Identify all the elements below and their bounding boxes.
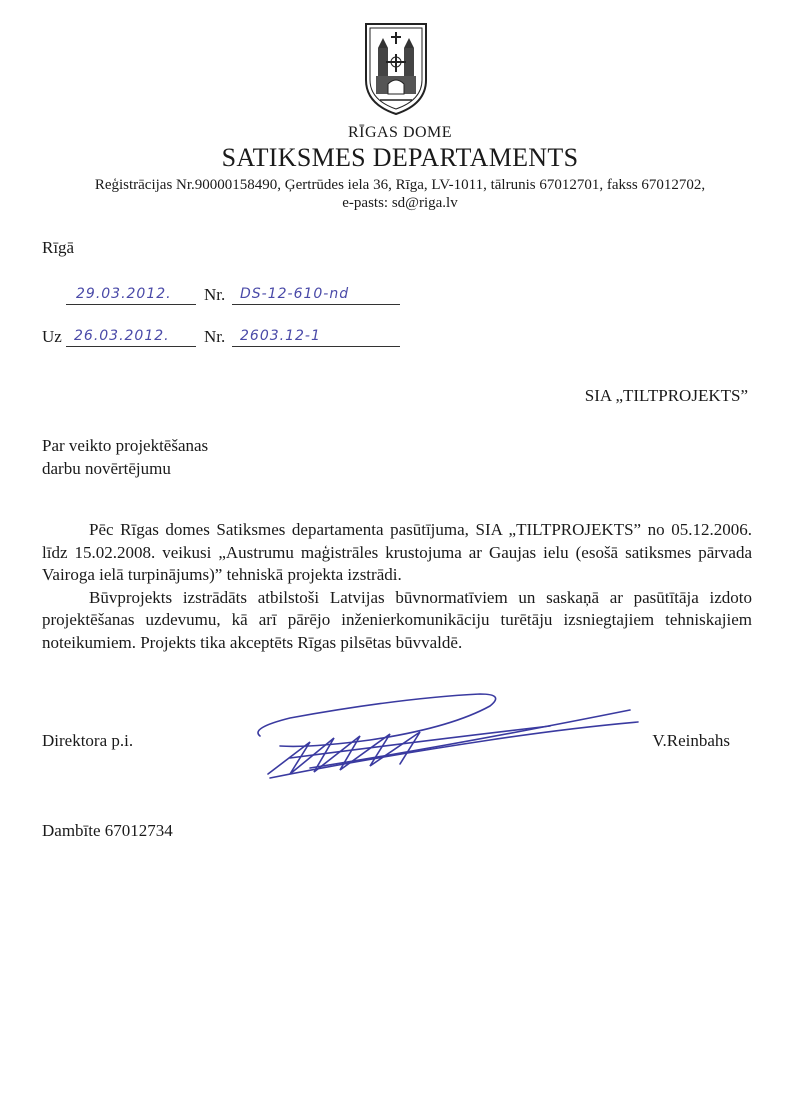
- uz-nr-line: [232, 346, 400, 347]
- uz-label: Uz: [42, 327, 62, 346]
- uz-number: 2603.12-1: [240, 328, 321, 344]
- uz-date: 26.03.2012.: [74, 328, 170, 344]
- place-of-issue: Rīgā: [42, 238, 75, 257]
- body-paragraph: Pēc Rīgas domes Satiksmes departamenta pasūtījuma, SIA „TILTPROJEKTS” no 05.12.2006. līdz 15.02.2008. veikusi „Austrumu maģistrāles krustojuma ar Gaujas ielu (esošā satiksmes pārvada Vairoga ielā turpinājums)” tehniskā projekta izstrādi.: [42, 520, 752, 585]
- riga-coat-of-arms-icon: [358, 18, 434, 118]
- organization-parent: RĪGAS DOME: [347, 124, 453, 141]
- letter-date: 29.03.2012.: [76, 286, 172, 302]
- date-line: [66, 304, 196, 305]
- uz-date-line: [66, 346, 196, 347]
- recipient: SIA „TILTPROJEKTS”: [584, 386, 748, 405]
- signer-name: V.Reinbahs: [652, 731, 730, 750]
- contact-person: Dambīte 67012734: [42, 821, 173, 840]
- letter-body: [42, 519, 752, 655]
- signer-title: Direktora p.i.: [42, 731, 134, 750]
- nr-label: Nr.: [204, 285, 226, 304]
- organization-address: Reģistrācijas Nr.90000158490, Ģertrūdes iela 36, Rīga, LV-1011, tālrunis 67012701, fakss 67012702,: [94, 177, 706, 193]
- subject-line: Par veikto projektēšanas: [42, 436, 209, 455]
- subject: [42, 434, 208, 480]
- nr-line: [232, 304, 400, 305]
- organization-email: e-pasts: sd@riga.lv: [342, 195, 458, 211]
- uz-nr-label: Nr.: [204, 327, 226, 346]
- subject-line: darbu novērtējumu: [42, 459, 171, 478]
- body-paragraph: Būvprojekts izstrādāts atbilstoši Latvijas būvnormatīviem un saskaņā ar pasūtītāja izdoto projektēšanas uzdevumu, kā arī pārējo inženierkomunikāciju turētāju izsniegtajiem tehniskajiem noteikumiem. Projekts tika akceptēts Rīgas pilsētas būvvaldē.: [42, 587, 752, 652]
- handwritten-signature: [250, 688, 640, 788]
- organization-name: SATIKSMES DEPARTAMENTS: [221, 143, 579, 172]
- letter-number: DS-12-610-nd: [240, 286, 350, 302]
